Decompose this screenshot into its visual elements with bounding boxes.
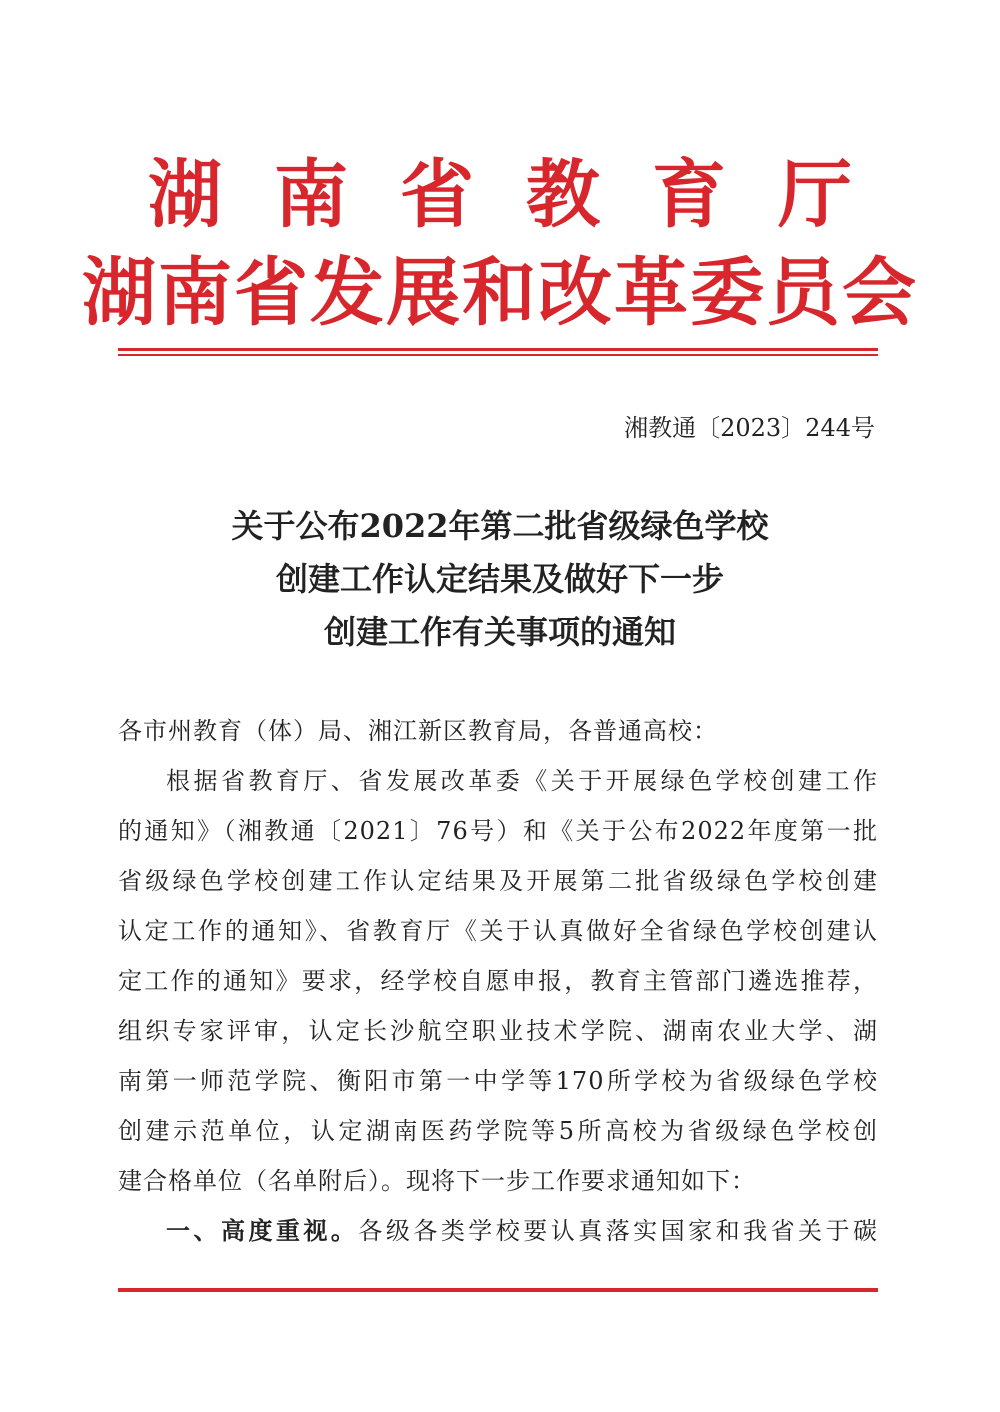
issuing-org-1: 湖南省教育厅 [148,152,904,238]
footer-divider [118,1288,878,1292]
body-line: 组织专家评审，认定长沙航空职业技术学院、湖南农业大学、湖 [118,1017,878,1045]
header-divider-thin [118,354,878,356]
title-line-2: 创建工作认定结果及做好下一步 [275,560,724,598]
header-divider-thick [118,348,878,351]
body-line: 认定工作的通知》、省教育厅《关于认真做好全省绿色学校创建认 [118,917,878,945]
body-line: 南第一师范学院、衡阳市第一中学等170所学校为省级绿色学校 [118,1067,878,1095]
body-line: 建合格单位（名单附后）。现将下一步工作要求通知如下： [118,1167,756,1195]
point-1-heading: 一、高度重视。 [166,1216,359,1245]
point-1-text: 各级各类学校要认真落实国家和我省关于碳 [358,1217,879,1245]
point-1 [118,1206,878,1256]
document-title [0,500,1000,659]
issuing-org-2: 湖南省发展和改革委员会 [82,250,918,336]
body-line: 的通知》（湘教通〔2021〕76号）和《关于公布2022年度第一批 [118,817,878,845]
salutation: 各市州教育（体）局、湘江新区教育局，各普通高校： [118,717,718,745]
title-line-1: 关于公布2022年第二批省级绿色学校 [231,507,769,545]
body-line: 创建示范单位，认定湖南医药学院等5所高校为省级绿色学校创 [118,1117,878,1145]
document-number: 湘教通〔2023〕244号 [624,414,875,442]
body-line: 省级绿色学校创建工作认定结果及开展第二批省级绿色学校创建 [118,867,878,895]
body-line: 根据省教育厅、省发展改革委《关于开展绿色学校创建工作 [166,767,878,795]
body-line: 定工作的通知》要求，经学校自愿申报，教育主管部门遴选推荐， [118,967,878,995]
document-body [118,706,878,1256]
title-line-3: 创建工作有关事项的通知 [323,613,676,651]
